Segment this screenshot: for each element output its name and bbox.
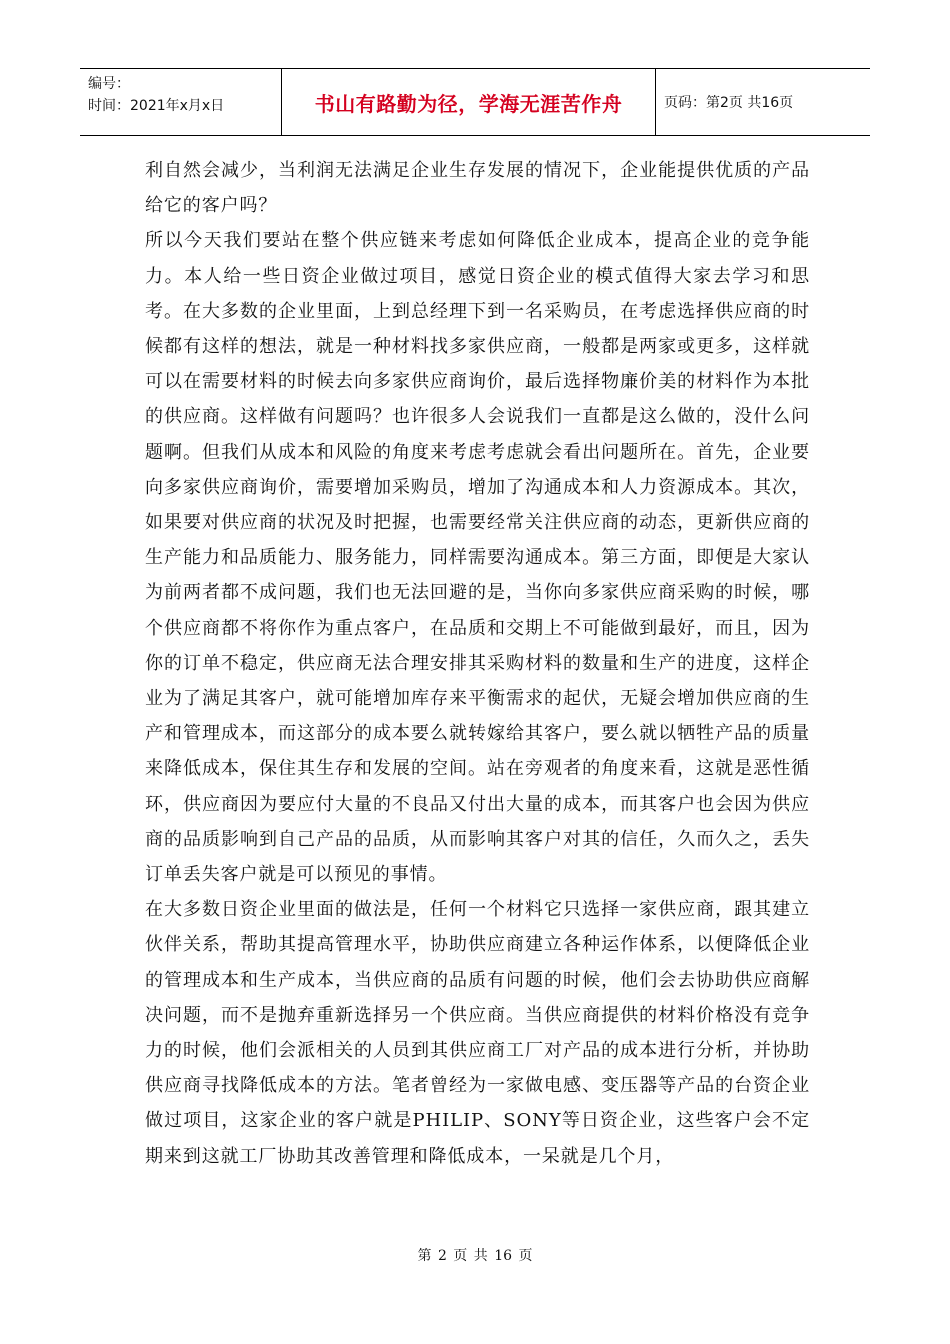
page-header bbox=[80, 68, 870, 136]
paragraph: 利自然会减少，当利润无法满足企业生存发展的情况下，企业能提供优质的产品给它的客户吗？ bbox=[145, 160, 810, 217]
paragraph: 所以今天我们要站在整个供应链来考虑如何降低企业成本，提高企业的竞争能力。本人给一些日资企业做过项目，感觉日资企业的模式值得大家去学习和思考。在大多数的企业里面，上到总经理下到一名采购员，在考虑选择供应商的时候都有这样的想法，就是一种材料找多家供应商，一般都是两家或更多，这样就可以在需要材料的时候去向多家供应商询价，最后选择物廉价美的材料作为本批的供应商。这样做有问题吗？也许很多人会说我们一直都是这么做的，没什么问题啊。但我们从成本和风险的角度来考虑考虑就会看出问题所在。首先，企业要向多家供应商询价，需要增加采购员，增加了沟通成本和人力资源成本。其次，如果要对供应商的状况及时把握，也需要经常关注供应商的动态，更新供应商的生产能力和品质能力、服务能力，同样需要沟通成本。第三方面，即便是大家认为前两者都不成问题，我们也无法回避的是，当你向多家供应商采购的时候，哪个供应商都不将你作为重点客户，在品质和交期上不可能做到最好，而且，因为你的订单不稳定，供应商无法合理安排其采购材料的数量和生产的进度，这样企业为了满足其客户，就可能增加库存来平衡需求的起伏，无疑会增加供应商的生产和管理成本，而这部分的成本要么就转嫁给其客户，要么就以牺牲产品的质量来降低成本，保住其生存和发展的空间。站在旁观者的角度来看，这就是恶性循环，供应商因为要应付大量的不良品又付出大量的成本，而其客户也会因为供应商的品质影响到自己产品的品质，从而影响其客户对其的信任，久而久之，丢失订单丢失客户就是可以预见的事情。 bbox=[145, 230, 810, 886]
header-motto: 书山有路勤为径，学海无涯苦作舟 bbox=[282, 69, 656, 135]
header-page-number: 页码：第2页 共16页 bbox=[664, 95, 794, 111]
document-number-label: 编号： bbox=[88, 76, 130, 92]
document-date-label: 时间：2021年x月x日 bbox=[88, 98, 225, 114]
document-body bbox=[145, 153, 810, 1174]
page-footer: 第 2 页 共 16 页 bbox=[417, 1248, 533, 1264]
header-meta bbox=[80, 69, 282, 135]
paragraph: 在大多数日资企业里面的做法是，任何一个材料它只选择一家供应商，跟其建立伙伴关系，帮助其提高管理水平，协助供应商建立各种运作体系，以便降低企业的管理成本和生产成本，当供应商的品质有问题的时候，他们会去协助供应商解决问题，而不是抛弃重新选择另一个供应商。当供应商提供的材料价格没有竞争力的时候，他们会派相关的人员到其供应商工厂对产品的成本进行分析，并协助供应商寻找降低成本的方法。笔者曾经为一家做电感、变压器等产品的台资企业做过项目，这家企业的客户就是PHILIP、SONY等日资企业，这些客户会不定期来到这就工厂协助其改善管理和降低成本，一呆就是几个月， bbox=[145, 899, 810, 1167]
